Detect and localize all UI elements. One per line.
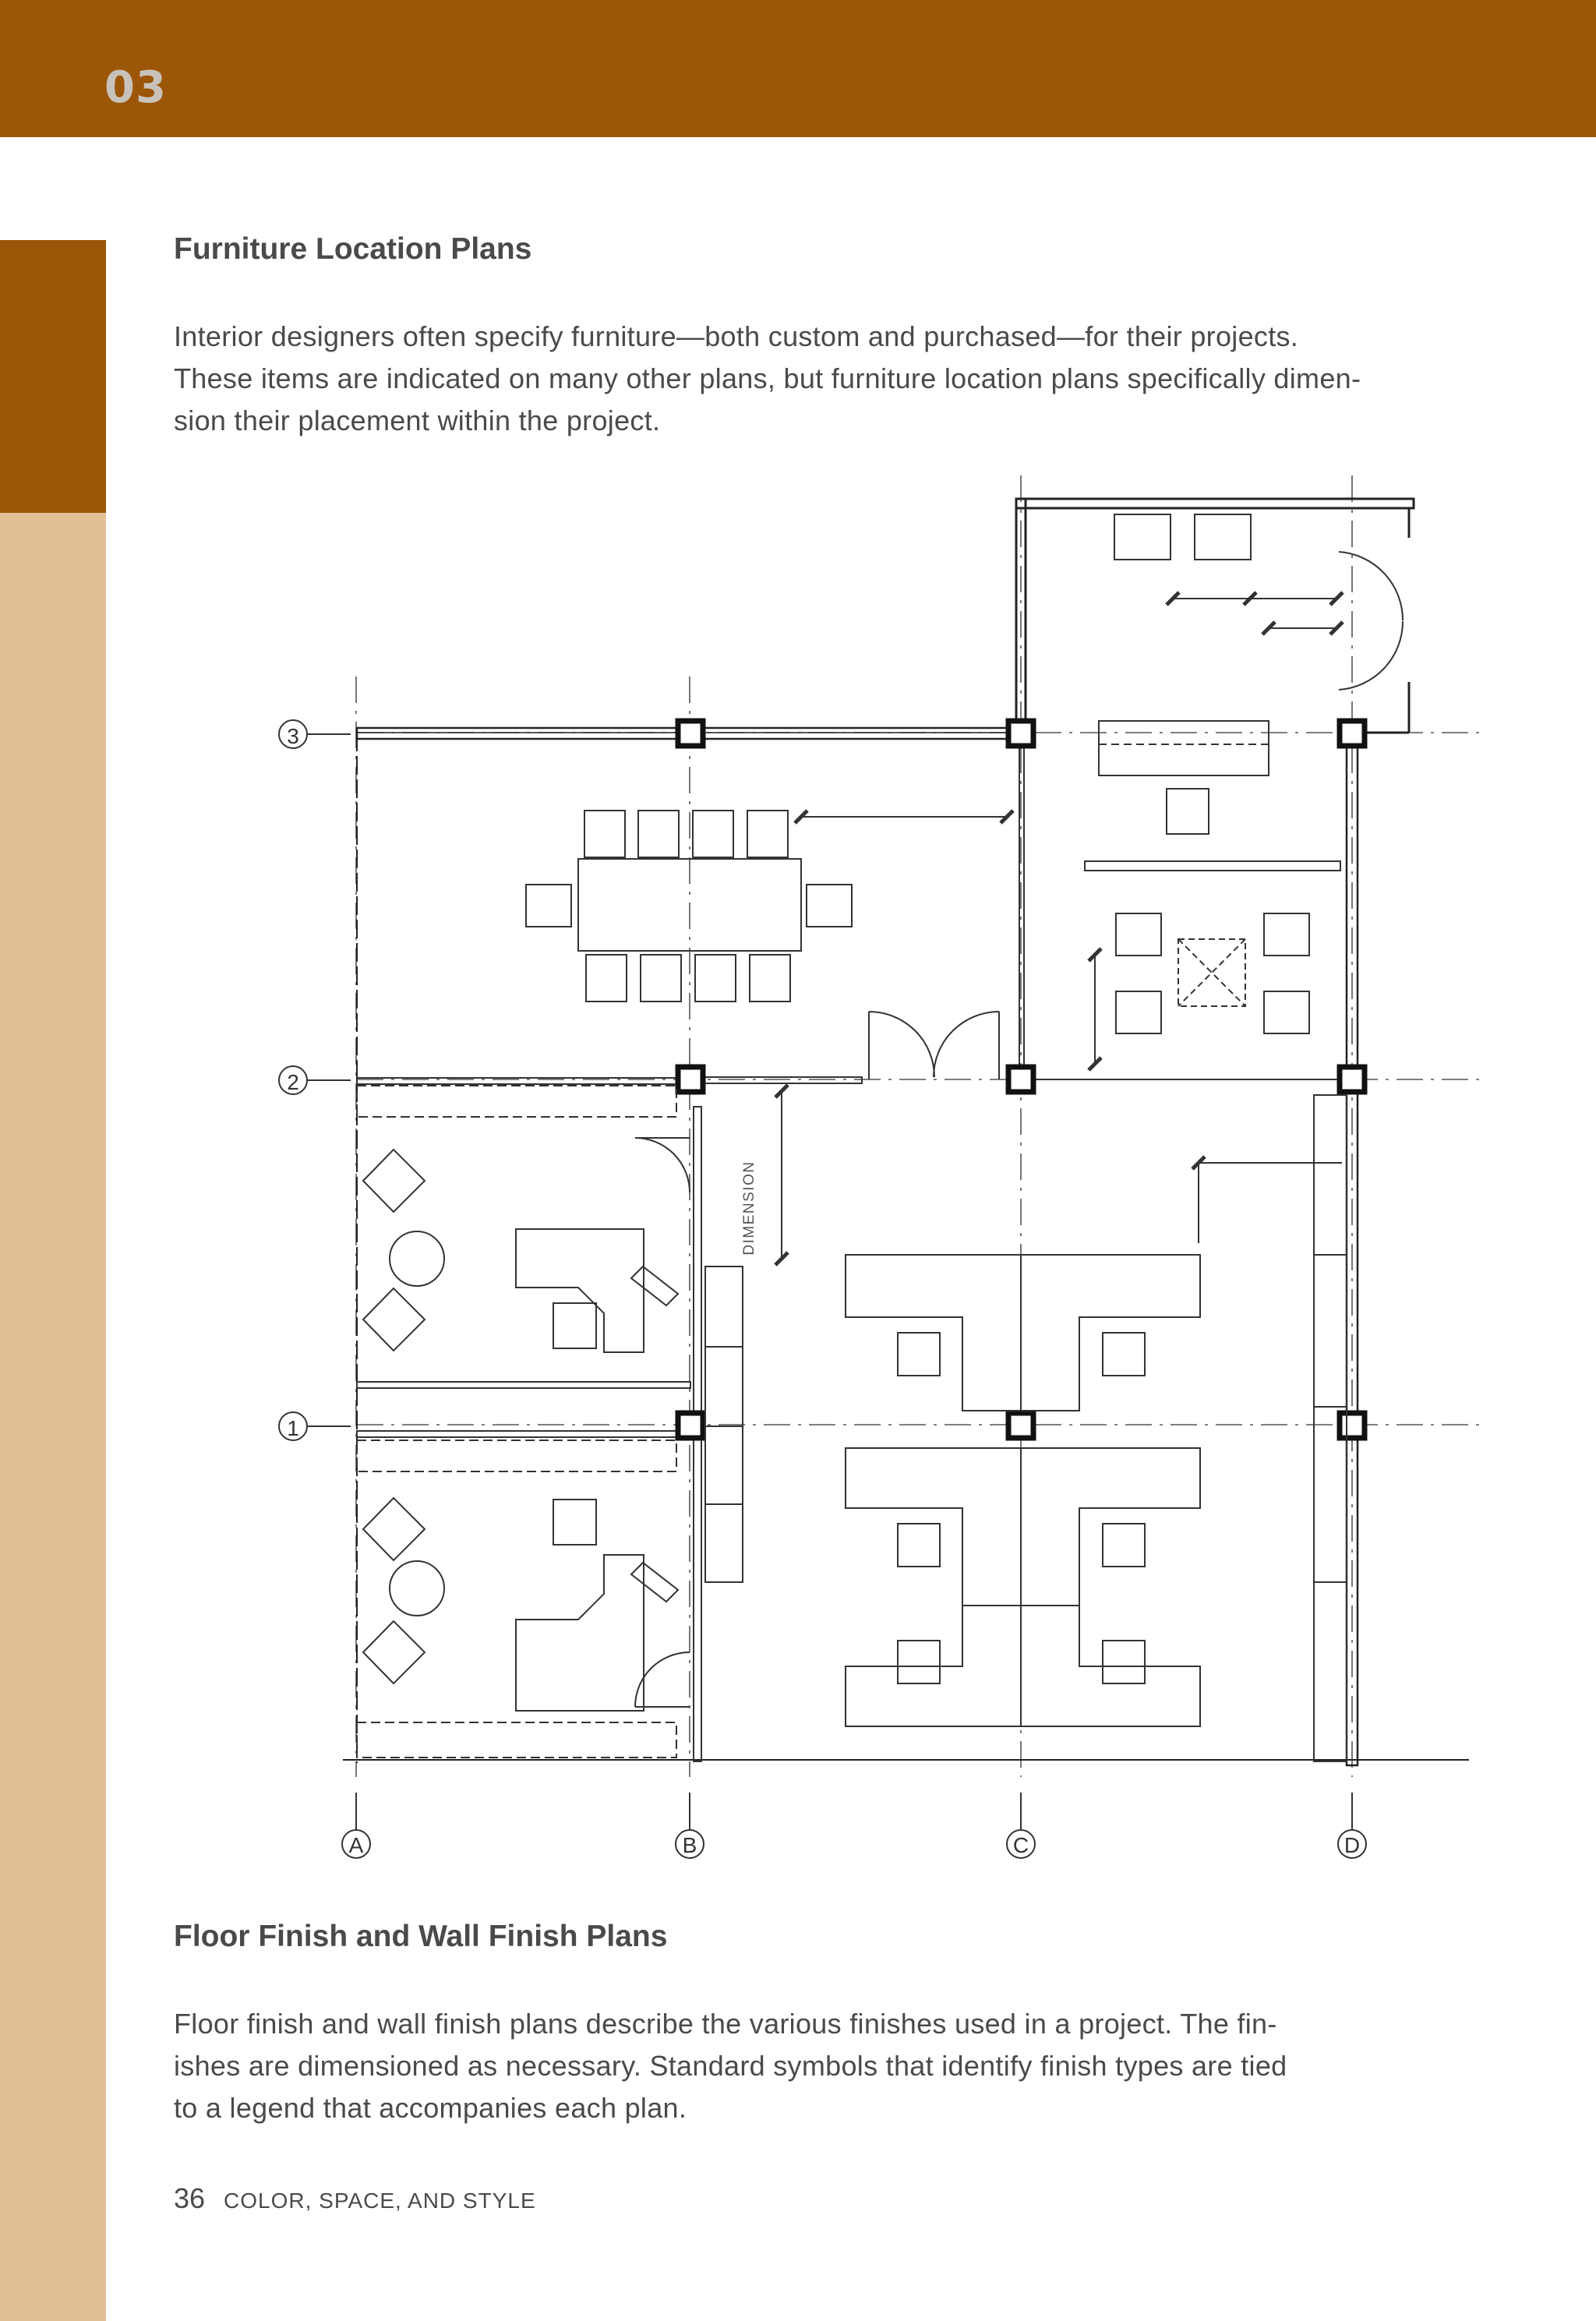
side-band-light <box>0 240 106 2321</box>
grid-bubble-3 <box>279 720 351 748</box>
page-number: 36 <box>174 2182 206 2214</box>
dimension-string <box>741 1085 1342 1265</box>
conference-table-group <box>526 811 1013 1002</box>
body-line: Interior designers often specify furniture—both custom and purchased—for their projects. <box>174 320 1299 352</box>
private-office-lower <box>357 1440 690 1758</box>
svg-text:C: C <box>1012 1833 1029 1857</box>
body-line: to a legend that accompanies each plan. <box>174 2092 687 2124</box>
section-body-finish <box>174 2003 1483 2129</box>
chapter-number: 03 <box>104 62 167 113</box>
svg-text:D: D <box>1344 1833 1361 1857</box>
svg-text:1: 1 <box>287 1416 299 1440</box>
body-line: These items are indicated on many other plans, but furniture location plans specifically dimen- <box>174 362 1361 394</box>
grid-bubble-C <box>1007 1793 1035 1858</box>
dimension-label: DIMENSION <box>741 1160 757 1256</box>
section-heading-finish: Floor Finish and Wall Finish Plans <box>174 1920 668 1953</box>
page-footer <box>174 2182 536 2215</box>
running-title: COLOR, SPACE, AND STYLE <box>224 2189 536 2213</box>
section-heading-furniture: Furniture Location Plans <box>174 232 532 266</box>
grid-bubble-A <box>342 1793 370 1858</box>
body-line: ishes are dimensioned as necessary. Standard symbols that identify finish types are tied <box>174 2050 1287 2082</box>
workstation-cluster-upper <box>846 1255 1200 1411</box>
grid-bubble-2 <box>279 1066 351 1094</box>
header-band <box>0 0 1596 137</box>
svg-text:B: B <box>682 1833 697 1857</box>
grid-bubble-1 <box>279 1412 351 1440</box>
workstation-cluster-lower <box>846 1448 1200 1726</box>
furniture-location-plan <box>265 472 1488 1867</box>
exterior-walls <box>343 499 1469 1765</box>
conference-double-door <box>869 1012 999 1079</box>
svg-text:2: 2 <box>287 1070 299 1094</box>
body-line: sion their placement within the project. <box>174 404 661 436</box>
svg-text:3: 3 <box>287 724 299 748</box>
section-body-furniture <box>174 316 1483 442</box>
grid-bubble-B <box>676 1793 704 1858</box>
body-line: Floor finish and wall finish plans describe the various finishes used in a project. The fin- <box>174 2008 1277 2040</box>
grid-bubble-D <box>1338 1793 1366 1858</box>
reception-lobby <box>1085 514 1403 1070</box>
side-band-dark <box>0 240 106 513</box>
svg-text:A: A <box>348 1833 364 1857</box>
private-office-upper <box>357 1086 690 1352</box>
grid-lines <box>356 475 1481 1777</box>
